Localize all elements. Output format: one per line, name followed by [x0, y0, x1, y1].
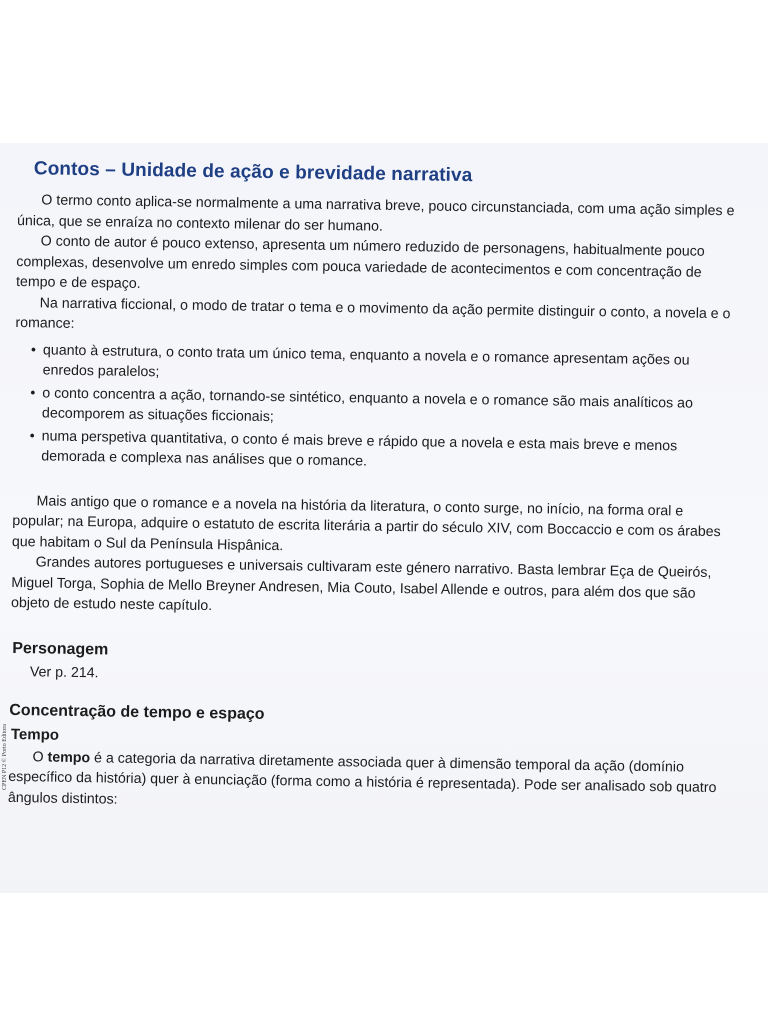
section-title: Contos – Unidade de ação e brevidade narrativa [33, 158, 473, 187]
page-content [8, 158, 740, 819]
paragraph: Grandes autores portugueses e universais cultivaram este género narrativo. Basta lembrar Eça de Queirós, Miguel Torga, Sophia de Mello Breyner Andresen, Mia Couto, Isabel Allende e outros, para além dos que são objeto de estudo neste capítulo. [10, 554, 712, 615]
paragraph: O conto de autor é pouco extenso, apresenta um número reduzido de personagens, habitualmente pouco complexas, desenvolve um enredo simples com pouca variedade de acontecimentos e com concentração de tempo e de espaço. [15, 233, 705, 292]
paragraph: Na narrativa ficcional, o modo de tratar o tema e o movimento da ação permite distinguir o conto, a novela e o romance: [15, 294, 731, 332]
subheading-tempo: Tempo [10, 725, 60, 744]
paragraph-tempo: O tempo é a categoria da narrativa diretamente associada quer à dimensão temporal da ação (domínio específico da história) quer à enunciação (forma como a história é representada). Pode ser analisado sob quatro ângulos distintos: [7, 748, 717, 808]
copyright-side-note: CPEN P12 © Porto Editora [2, 724, 8, 790]
bullet-item: • numa perspetiva quantitativa, o conto é mais breve e rápido que a novela e esta mais breve e menos demorada e complexa nas análises que o romance. [41, 426, 736, 478]
bold-term: tempo [47, 749, 91, 766]
bullet-item: • quanto à estrutura, o conto trata um único tema, enquanto a novela e o romance apresentam ações ou enredos paralelos; [43, 340, 738, 392]
history-block [11, 490, 735, 624]
paragraph: O termo conto aplica-se normalmente a uma narrativa breve, pouco circunstanciada, com uma ação simples e única, que se enraíza no contexto milenar do ser humano. [16, 192, 735, 235]
heading-concentracao: Concentração de tempo e espaço [9, 701, 265, 723]
heading-personagem: Personagem [12, 639, 109, 658]
paragraph: Mais antigo que o romance e a novela na história da literatura, o conto surge, no início, na forma oral e popular; na Europa, adquire o estatuto de escrita literária a partir do século XIV, com Boccaccio e com os árabes que habitam o Sul da Península Hispânica. [11, 492, 721, 554]
bullet-list [13, 339, 737, 477]
bullet-item: • o conto concentra a ação, tornando-se sintético, enquanto a novela e o romance são mais analíticos ao decomporem as situações ficcionais; [42, 383, 737, 435]
page-reference: Ver p. 214. [29, 663, 99, 681]
